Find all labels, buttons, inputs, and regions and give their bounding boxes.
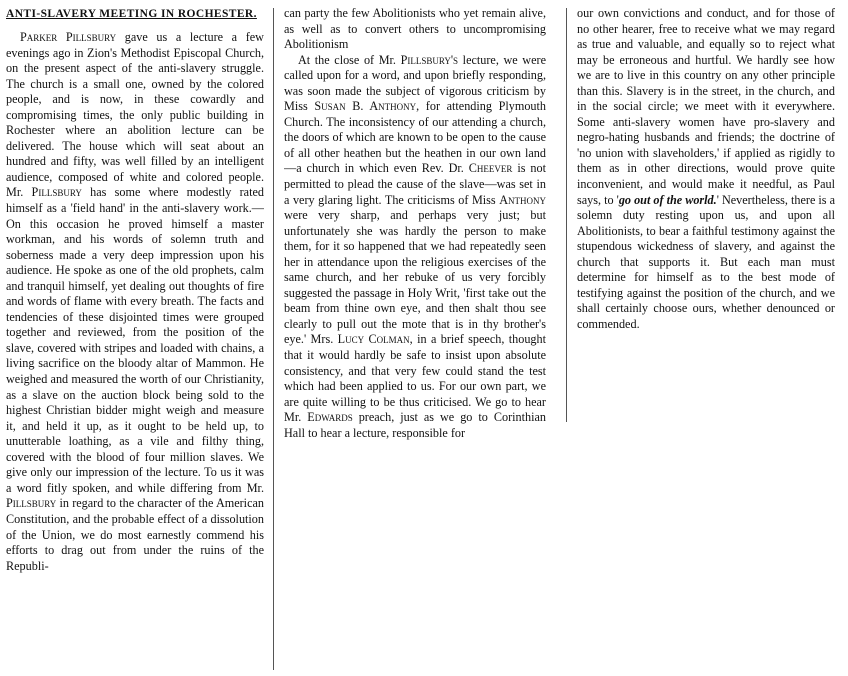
- paragraph-text: gave us a lecture a few evenings ago in Zion's Methodist Episcopal Church, on the present aspect of the anti-slavery struggle. The church is a small one, owned by the colored people, and is now, in these cowardly and compromising times, the only public building in Rochester where an abolition lecture can be delivered. The house which will seat about an hundred and fifty, was well filled by an intelligent audience, composed of white and colored people. Mr.: [6, 30, 264, 200]
- paragraph-text: , for attending Plymouth Church. The inconsistency of our attending a church, the doors of which are known to be open to the cause of all other heathen but the heathen in our own land—a church in which even Rev. Dr.: [284, 99, 546, 176]
- name-lucy-colman: Lucy Colman: [337, 332, 410, 347]
- name-anthony: Anthony: [499, 192, 546, 207]
- quote-go-out-of-the-world: go out of the world.: [618, 192, 717, 207]
- paragraph-text: has some where modestly rated himself as a 'field hand' in the anti-slavery work.— On this occasion he proved himself a master workman, and his words of solemn truth and soberness made a very deep impression upon his audience. He spoke as one of the old prophets, calm and tranquil himself, yet dealing out thoughts of fire and words of flame with every breath. The facts and tendencies of these disjointed times were grouped together and reviewed, from the position of the slave, covered with stripes and loaded with chains, a living sacrifice on the bloody altar of Mammon. He weighed and measured the worth of our Christianity, as a slave on the auction block being sold to the highest Christian bidder might weigh and measure it, and held it up, as it ought to be held up, to unutterable loathing, as a vile and filthy thing, covered with the blood of four million slaves. We give only our impression of the lecture. To us it was a word fitly spoken, and while differing from Mr.: [6, 185, 264, 495]
- column-3: [577, 6, 835, 426]
- article-headline: ANTI-SLAVERY MEETING IN ROCHESTER.: [6, 8, 257, 20]
- name-cheever: Cheever: [468, 161, 513, 176]
- name-susan-b-anthony: Susan B. Anthony: [314, 99, 417, 114]
- paragraph-text: lecture, we were called upon for a word, and upon briefly responding, was soon made the subject of vigorous criticism by Miss: [284, 52, 546, 114]
- column-2: [284, 6, 546, 670]
- paragraph-text: ' Nevertheless, there is a solemn duty resting upon us, and upon all Abolitionists, to bear a faithful testimony against the stupendous wickedness of slavery, and against the church that supports it. But each man must determine for himself as to the best mode of testifying against the position of the church, and we shall certainly choose ours, whether denounced or commended.: [577, 192, 835, 331]
- paragraph-text: in regard to the character of the American Constitution, and the probable effect of a dissolution of the Union, we do most earnestly commend his efforts to drag out from under the ruins of the Republi-: [6, 496, 264, 573]
- paragraph-text: , in a brief speech, thought that it would hardly be safe to insist upon absolute consistency, and that very few could stand the test which had been applied to us. For our own part, we are quite willing to be thus criticised. We go to hear Mr.: [284, 332, 546, 425]
- paragraph-text: At the close of Mr.: [298, 52, 401, 67]
- paragraph-text: were very sharp, and perhaps very just; but unfortunately she was hardly the person to make them, for it so happened that we had repeatedly seen her in attendance upon the religious exercises of the same church, and her rebuke of us very forcibly suggested the passage in Holy Writ, 'first take out the beam from thine own eye, and then shalt thou see clearly to pull out the mote that is in thy brother's eye.' Mrs.: [284, 208, 546, 347]
- name-pillsbury: Pillsbury's: [400, 52, 459, 67]
- paragraph-continuation: can party the few Abolitionists who yet remain alive, as well as to convert others to uncompromising Abolitionism: [284, 6, 546, 52]
- paragraph-text: our own convictions and conduct, and for those of no other hearer, free to receive what we may regard as true and valuable, and equally so to reject what may be erroneous and hurtful. We hardly see how we are to live in this country on any other principle than this. Slavery is in the street, in the church, and in the social circle; we meet with it everywhere. Some anti-slavery women have pro-slavery and negro-hating husbands and friends; the doctrine of 'no union with slaveholders,' if applied as rigidly to them as in other directions, would prove quite inconvenient, and would make it needful, as Paul says, to ': [577, 6, 835, 207]
- name-pillsbury: Pillsbury: [31, 185, 82, 200]
- name-edwards: Edwards: [307, 410, 353, 425]
- name-pillsbury: Pillsbury: [6, 496, 57, 511]
- paragraph-pillsbury-lecture: [6, 30, 264, 574]
- column-1: [6, 30, 264, 670]
- name-parker-pillsbury: Parker Pillsbury: [20, 30, 117, 44]
- paragraph-text: preach, just as we go to Corinthian Hall to hear a lecture, responsible for: [284, 410, 546, 440]
- column-rule: [566, 8, 567, 422]
- paragraph-text: is not permitted to plead the cause of the slave—was set in a very glaring light. The criticisms of Miss: [284, 161, 546, 207]
- column-rule: [273, 8, 274, 670]
- paragraph-criticism: [284, 53, 546, 442]
- paragraph-continuation: [577, 6, 835, 332]
